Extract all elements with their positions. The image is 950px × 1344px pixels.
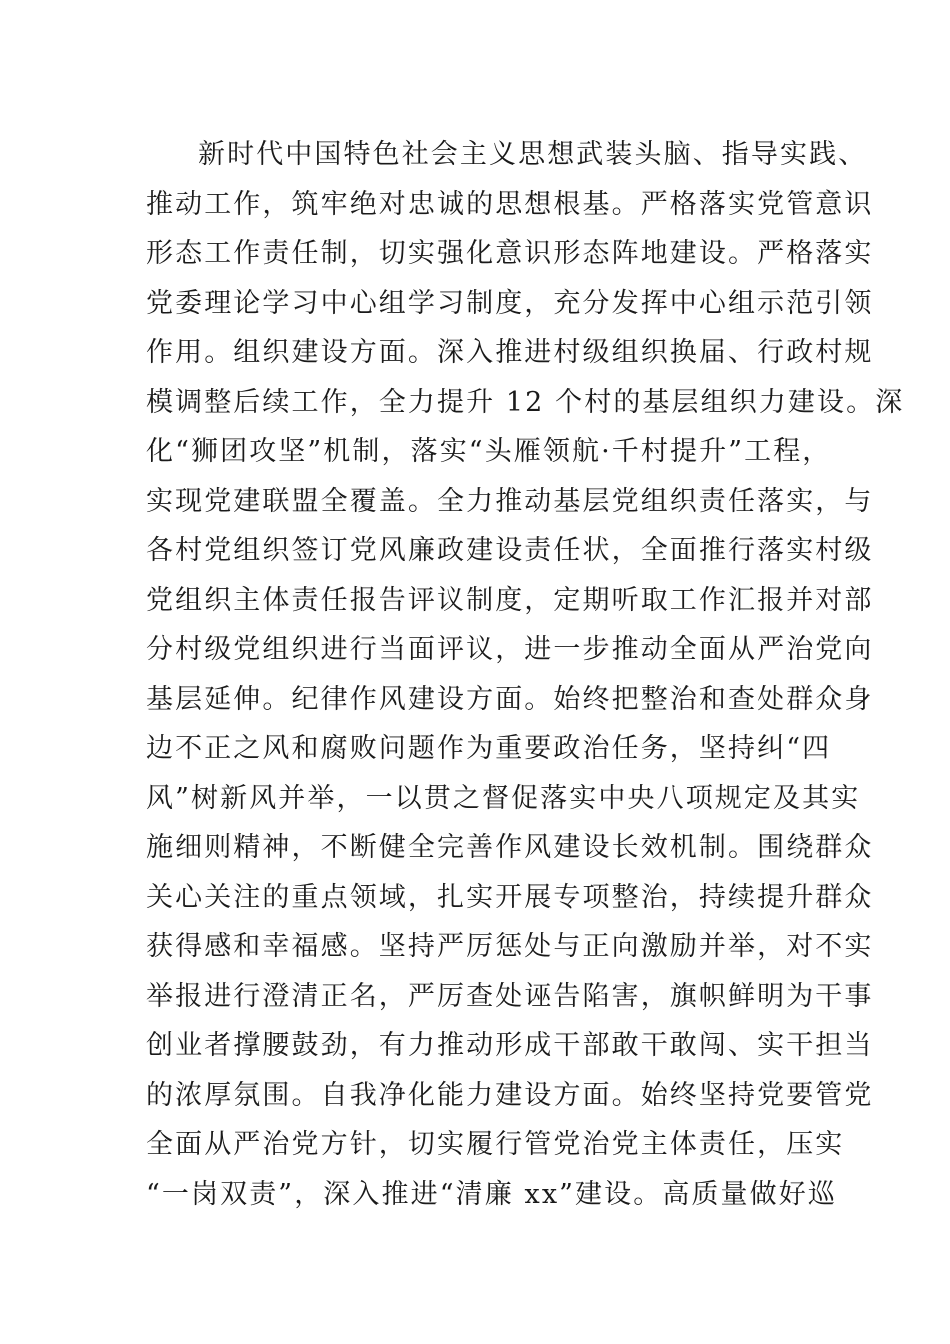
text-line: 形态工作责任制，切实强化意识形态阵地建设。严格落实 xyxy=(146,238,874,269)
text-line: 推动工作，筑牢绝对忠诚的思想根基。严格落实党管意识 xyxy=(146,188,874,220)
body-paragraph xyxy=(146,130,905,1219)
text-line: 实现党建联盟全覆盖。全力推动基层党组织责任落实，与 xyxy=(146,485,874,517)
text-line: 获得感和幸福感。坚持严厉惩处与正向激励并举，对不实 xyxy=(146,931,874,962)
text-line: 党委理论学习中心组学习制度，充分发挥中心组示范引领 xyxy=(146,287,874,319)
text-line: “一岗双责”，深入推进“清廉 xx”建设。高质量做好巡 xyxy=(146,1178,837,1210)
text-line: 分村级党组织进行当面评议，进一步推动全面从严治党向 xyxy=(146,634,874,665)
text-line: 关心关注的重点领域，扎实开展专项整治，持续提升群众 xyxy=(146,881,874,913)
text-line: 新时代中国特色社会主义思想武装头脑、指导实践、 xyxy=(198,139,868,170)
text-line: 施细则精神，不断健全完善作风建设长效机制。围绕群众 xyxy=(146,832,874,863)
text-line: 创业者撑腰鼓劲，有力推动形成干部敢干敢闯、实干担当 xyxy=(146,1030,874,1061)
text-line: 作用。组织建设方面。深入推进村级组织换届、行政村规 xyxy=(146,337,874,368)
text-line: 党组织主体责任报告评议制度，定期听取工作汇报并对部 xyxy=(146,584,874,616)
text-line: 的浓厚氛围。自我净化能力建设方面。始终坚持党要管党 xyxy=(146,1079,874,1111)
text-line: 风”树新风并举，一以贯之督促落实中央八项规定及其实 xyxy=(146,782,861,814)
text-line: 边不正之风和腐败问题作为重要政治任务，坚持纠“四 xyxy=(146,733,832,764)
text-line: 基层延伸。纪律作风建设方面。始终把整治和查处群众身 xyxy=(146,683,874,715)
text-line: 模调整后续工作，全力提升 12 个村的基层组织力建设。深 xyxy=(146,386,905,418)
text-line: 举报进行澄清正名，严厉查处诬告陷害，旗帜鲜明为干事 xyxy=(146,980,874,1012)
text-line: 全面从严治党方针，切实履行管党治党主体责任，压实 xyxy=(146,1129,845,1160)
text-line: 化“狮团攻坚”机制，落实“头雁领航·千村提升”工程， xyxy=(146,436,832,467)
text-line: 各村党组织签订党风廉政建设责任状，全面推行落实村级 xyxy=(146,535,874,566)
